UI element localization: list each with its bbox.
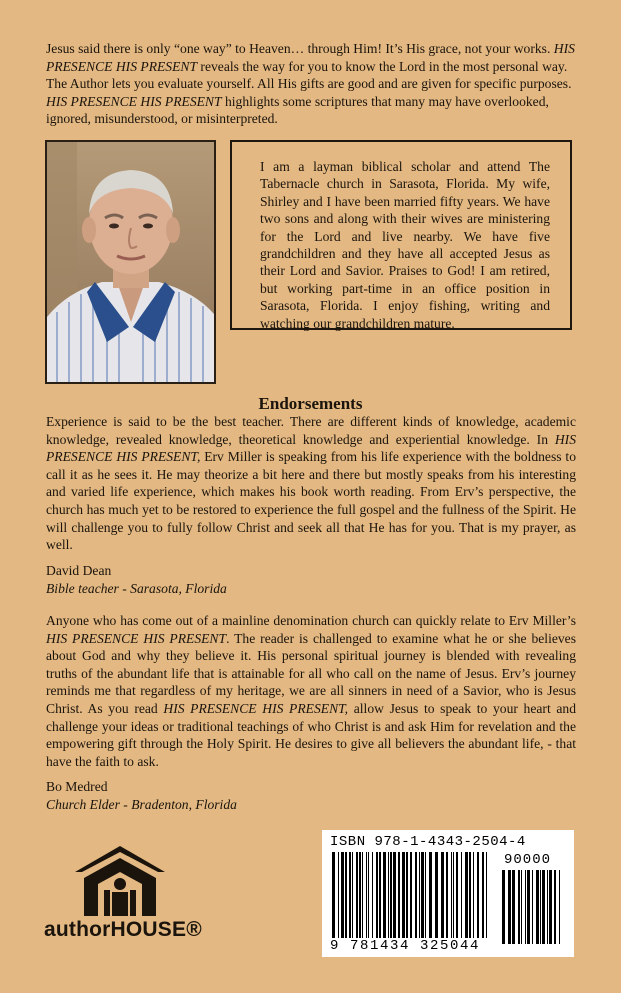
endorser-2-name: Bo Medred: [46, 779, 108, 794]
barcode-bar: [532, 870, 533, 944]
author-portrait-illustration: [47, 142, 214, 382]
barcode-bar: [356, 852, 358, 938]
barcode-bar: [465, 852, 468, 938]
endorsements-heading: Endorsements: [258, 394, 363, 413]
barcode-bar: [415, 852, 417, 938]
barcode-bar: [368, 852, 369, 938]
barcode-bar: [402, 852, 405, 938]
barcode-bar: [525, 870, 526, 944]
barcode-bar: [421, 852, 424, 938]
barcode-bar: [419, 852, 420, 938]
intro-paragraph: [46, 40, 576, 128]
endorsement-2: [46, 612, 576, 770]
author-photo: [45, 140, 216, 384]
isbn-number: ISBN 978-1-4343-2504-4: [330, 834, 526, 850]
book-title: HIS PRESENCE HIS PRESENT: [46, 630, 227, 646]
barcode-bar: [527, 870, 530, 944]
barcode-bar: [338, 852, 339, 938]
barcode-bar: [388, 852, 389, 938]
barcode-bar: [456, 852, 458, 938]
barcode-bar: [547, 870, 548, 944]
barcode-bar: [461, 852, 462, 938]
barcode-bar: [376, 852, 378, 938]
barcode-bar: [512, 870, 515, 944]
book-title: HIS PRESENCE HIS PRESENT: [46, 41, 575, 74]
barcode-bar: [341, 852, 344, 938]
endorsement-2-text: [46, 612, 576, 770]
barcode-bar: [542, 870, 545, 944]
endorsement-text: allow Jesus to speak to your heart and challenge your ideas or traditional teachings of who Christ is and ask Him for revelation and the empowering gift through the Holy Spirit. He desires to give all believers the abundant life, - that have the faith to ask.: [46, 700, 577, 769]
endorser-2: [46, 778, 237, 813]
intro-text: reveals the way for you to know the Lord in the most personal way. The Author lets you evaluate yourself. All His gifts are good and are given for specific purposes.: [46, 58, 572, 92]
price-code: 90000: [504, 852, 552, 868]
author-bio-box: [230, 140, 572, 330]
barcode-bar: [518, 870, 520, 944]
barcode-bar: [451, 852, 452, 938]
barcode-bar: [482, 852, 484, 938]
endorser-1-role: Bible teacher - Sarasota, Florida: [46, 580, 227, 596]
barcode-digits: 9 781434 325044: [330, 938, 481, 954]
barcode-bar: [473, 852, 474, 938]
intro-text: Jesus said there is only “one way” to Heaven… through Him! It’s His grace, not your works.: [46, 41, 554, 56]
barcode-bar: [469, 852, 471, 938]
house-icon: [40, 842, 210, 922]
author-bio-text: I am a layman biblical scholar and attend The Tabernacle church in Sarasota, Florida. My wife, Shirley and I have been married fifty years. We have two sons and along with their wives are ministering for the Lord and live nearby. We have five grandchildren and they have all accepted Jesus as their Lord and Savior. Praises to God! I am retired, but working part-time in an office position in Sarasota, Florida. I enjoy fishing, writing and watching our grandchildren mature.: [260, 159, 550, 331]
barcode-bar: [379, 852, 381, 938]
barcode-bar: [372, 852, 373, 938]
addon-barcode-bars: [502, 870, 564, 944]
endorsement-text: Experience is said to be the best teacher. There are different kinds of knowledge, academic knowledge, revealed knowledge, theoretical knowledge and experiential knowledge. In: [46, 414, 576, 447]
barcode-bar: [521, 870, 522, 944]
endorser-2-role: Church Elder - Bradenton, Florida: [46, 796, 237, 812]
barcode-bar: [540, 870, 541, 944]
endorser-1: [46, 562, 227, 597]
book-title: HIS PRESENCE HIS PRESENT,: [46, 431, 576, 465]
barcode-bar: [383, 852, 386, 938]
book-title: HIS PRESENCE HIS PRESENT,: [163, 700, 349, 716]
barcode-bar: [441, 852, 444, 938]
barcode-bars: [332, 852, 492, 938]
barcode-bar: [486, 852, 487, 938]
barcode-bar: [453, 852, 454, 938]
barcode-bar: [549, 870, 552, 944]
barcode-bar: [559, 870, 560, 944]
barcode-bar: [362, 852, 363, 938]
barcode-bar: [508, 870, 511, 944]
barcode-bar: [398, 852, 400, 938]
barcode-bar: [352, 852, 353, 938]
barcode-bar: [345, 852, 347, 938]
endorsement-text: . The reader is challenged to examine what he or she believes about God and why they believe it. His personal spiritual journey is blended with revealing truths of the abundant life that is attainable for all who call on the name of Jesus. Erv’s journey reminds me that regardless of my heritage, we are all sinners in need of a Savior, who is Jesus Christ. As you read: [46, 630, 576, 716]
barcode-bar: [554, 870, 556, 944]
barcode-bar: [446, 852, 448, 938]
endorsement-text: Anyone who has come out of a mainline denomination church can quickly relate to Erv Miller’s: [46, 613, 576, 628]
barcode-bar: [393, 852, 396, 938]
barcode-bar: [429, 852, 432, 938]
barcode-bar: [435, 852, 438, 938]
barcode-bar: [406, 852, 408, 938]
barcode-bar: [349, 852, 351, 938]
barcode-bar: [502, 870, 505, 944]
barcode-bar: [477, 852, 479, 938]
endorsement-1-text: [46, 413, 576, 554]
endorser-1-name: David Dean: [46, 563, 112, 578]
barcode-bar: [359, 852, 361, 938]
barcode-bar: [332, 852, 335, 938]
barcode-bar: [390, 852, 392, 938]
publisher-name: authorHOUSE®: [44, 918, 202, 941]
intro-text: highlights some scriptures that many may have overlooked, ignored, misunderstood, or misinterpreted.: [46, 93, 549, 127]
isbn-barcode: [322, 830, 574, 957]
barcode-bar: [366, 852, 367, 938]
barcode-bar: [410, 852, 412, 938]
barcode-bar: [425, 852, 426, 938]
barcode-bar: [536, 870, 539, 944]
endorsement-1: [46, 413, 576, 554]
endorsement-text: Erv Miller is speaking from his life experience with the boldness to call it as he sees it. He may theorize a bit here and there but mostly speaks from his interesting and varied life experience, which makes his book worth reading. From Erv’s perspective, the church has much yet to be restored to experience the full gospel and the fullness of the Spirit. He will challenge you to fully follow Christ and seek all that He has for you. That is my prayer, as well.: [46, 449, 576, 553]
book-title: HIS PRESENCE HIS PRESENT: [46, 93, 222, 109]
